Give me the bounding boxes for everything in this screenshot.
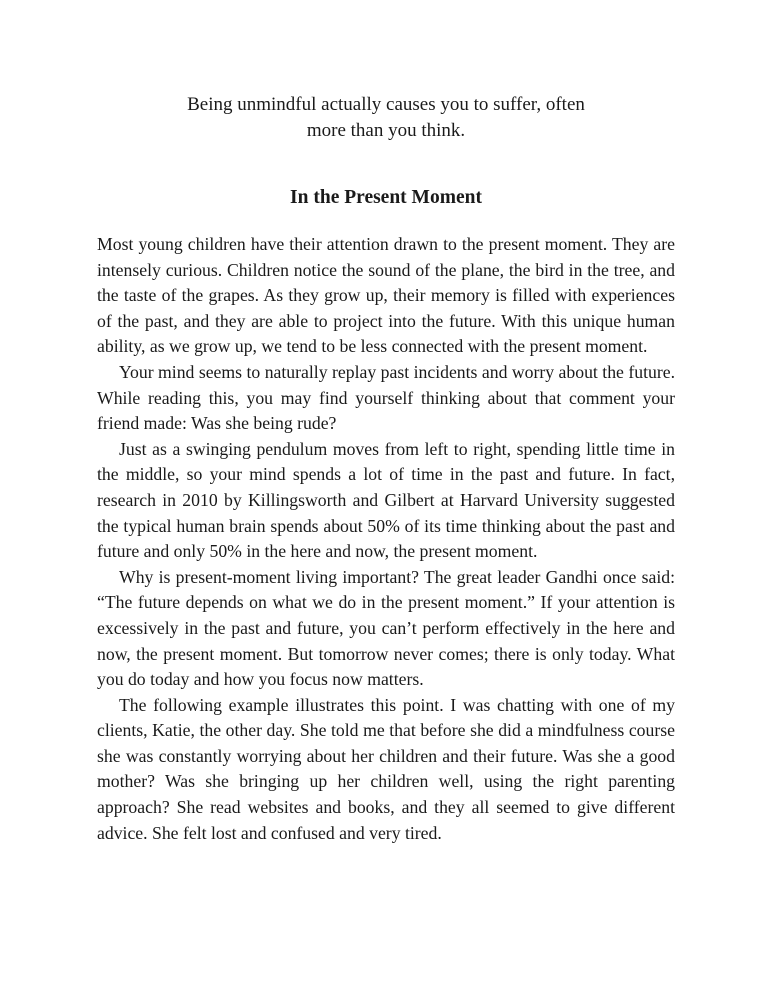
paragraph-1: Most young children have their attention drawn to the present moment. They are intensely curious. Children notice the sound of the plane, the bird in the tree, and the taste of the grapes. As they grow up, their memory is filled with experiences of the past, and they are able to project into the future. With this unique human ability, as we grow up, we tend to be less connected with the present moment.	[97, 234, 675, 357]
epigraph	[120, 92, 652, 144]
epigraph-line-2: more than you think.	[306, 120, 466, 141]
section-title: In the Present Moment	[290, 187, 482, 208]
paragraph-5: The following example illustrates this point. I was chatting with one of my clients, Katie, the other day. She told me that before she did a mindfulness course she was constantly worrying about her children and their future. Was she a good mother? Was she bringing up her children well, using the right parenting approach? She read websites and books, and they all seemed to give different advice. She felt lost and confused and very tired.	[97, 694, 675, 843]
paragraph-3: Just as a swinging pendulum moves from left to right, spending little time in the middle, so your mind spends a lot of time in the past and future. In fact, research in 2010 by Killingsworth and Gilbert at Harvard University suggested the typical human brain spends about 50% of its time thinking about the past and future and only 50% in the here and now, the present moment.	[97, 438, 675, 562]
epigraph-line-1: Being unmindful actually causes you to suffer, often	[187, 94, 585, 115]
body-text	[97, 232, 675, 846]
paragraph-4: Why is present-moment living important? The great leader Gandhi once said: “The future depends on what we do in the present moment.” If your attention is excessively in the past and future, you can’t perform effectively in the here and now, the present moment. But tomorrow never comes; there is only today. What you do today and how you focus now matters.	[97, 566, 675, 690]
paragraph-2: Your mind seems to naturally replay past incidents and worry about the future. While reading this, you may find yourself thinking about that comment your friend made: Was she being rude?	[97, 361, 675, 434]
